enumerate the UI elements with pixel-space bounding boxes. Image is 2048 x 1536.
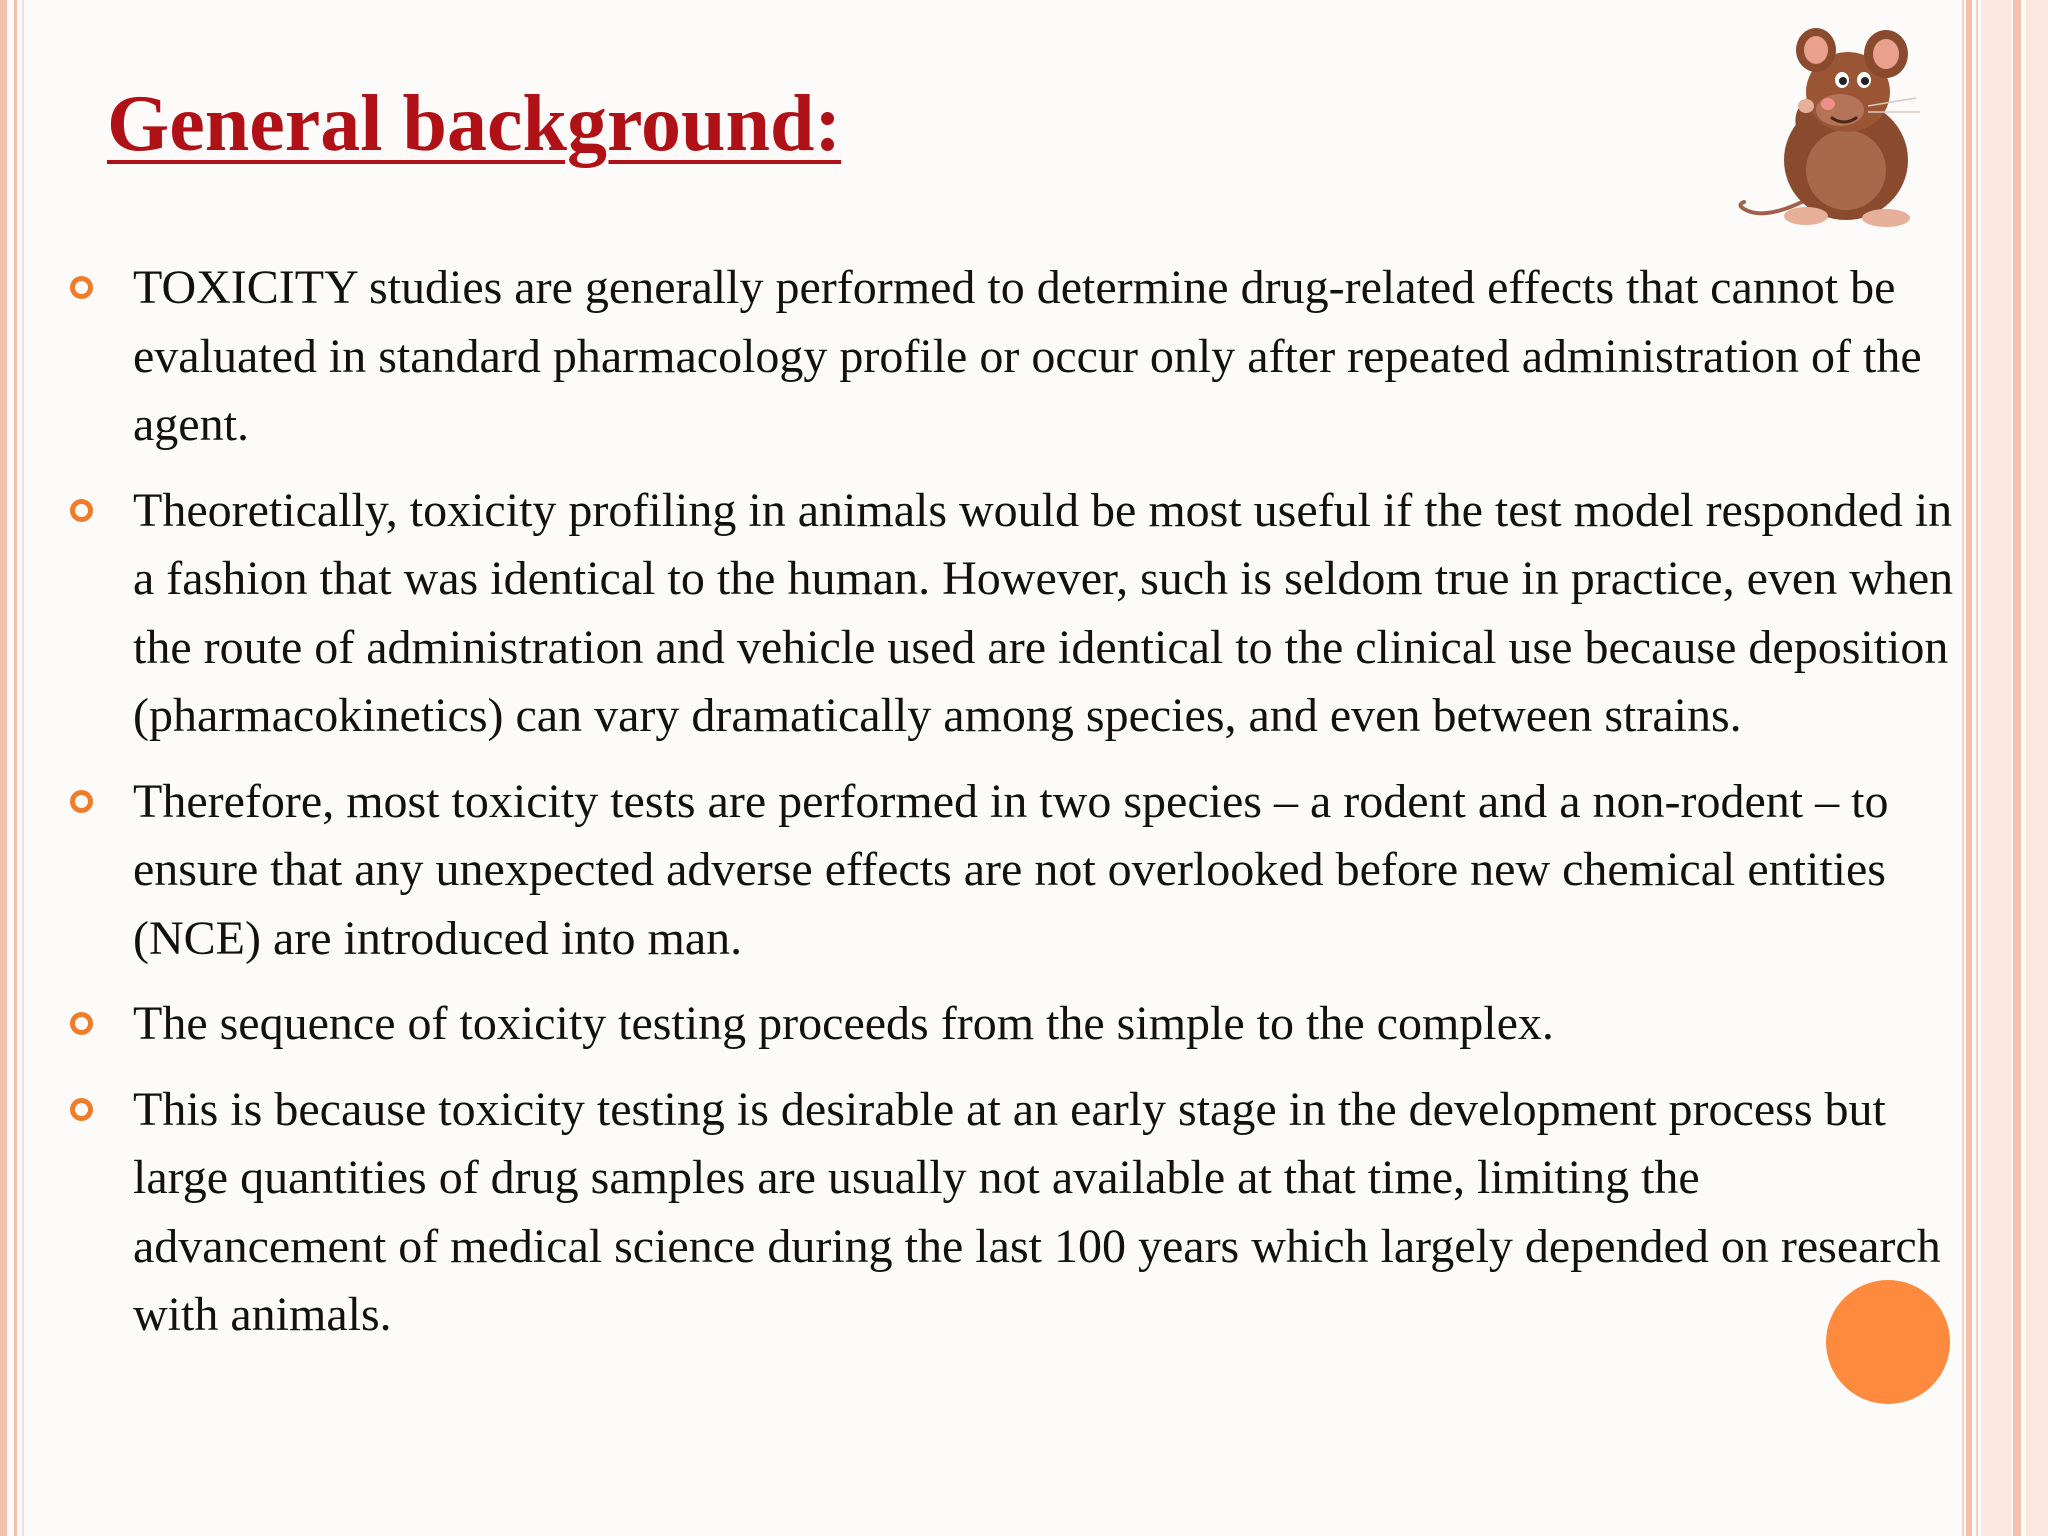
bullet-text: This is because toxicity testing is desirable at an early stage in the development process but large quantities of drug samples are usually not available at that time, limiting the advancement of medical science during the last 100 years which largely depended on research with animals. (133, 1082, 1941, 1341)
bullet-circle-icon (70, 499, 93, 522)
list-item (60, 1076, 1960, 1350)
left-border-stripe (0, 0, 7, 1536)
bullet-circle-icon (70, 276, 93, 299)
right-border-stripe (2013, 0, 2021, 1536)
left-border-stripe (22, 0, 24, 1536)
right-border-stripe (1962, 0, 1964, 1536)
list-item (60, 990, 1960, 1059)
right-border-stripe (2026, 0, 2048, 1536)
bullet-circle-icon (70, 1098, 93, 1121)
bullet-circle-icon (70, 790, 93, 813)
bullet-list (60, 254, 1960, 1367)
bullet-circle-icon (70, 1012, 93, 1035)
decorative-orange-circle (1826, 1280, 1950, 1404)
right-border-stripe (1966, 0, 1972, 1536)
slide-title: General background: (107, 80, 842, 168)
bullet-text: TOXICITY studies are generally performed to determine drug-related effects that cannot be evaluated in standard pharmacology profile or occur only after repeated administration of the agent. (133, 261, 1922, 451)
left-border-stripe (14, 0, 17, 1536)
bullet-text: Theoretically, toxicity profiling in animals would be most useful if the test model responded in a fashion that was identical to the human. However, such is seldom true in practice, even when the route of administration and vehicle used are identical to the clinical use because deposition (pharmacokinetics) can vary dramatically among species, and even between strains. (133, 483, 1954, 742)
list-item (60, 254, 1960, 460)
bullet-text: Therefore, most toxicity tests are performed in two species – a rodent and a non-rodent – to ensure that any unexpected adverse effects are not overlooked before new chemical entities (NCE) are introduced into man. (133, 774, 1889, 965)
list-item (60, 477, 1960, 751)
list-item (60, 768, 1960, 974)
cartoon-rat-icon (1736, 20, 1936, 230)
right-border-stripe (1981, 0, 2011, 1536)
right-border-stripe (1976, 0, 1978, 1536)
bullet-text: The sequence of toxicity testing proceeds from the simple to the complex. (133, 997, 1554, 1050)
